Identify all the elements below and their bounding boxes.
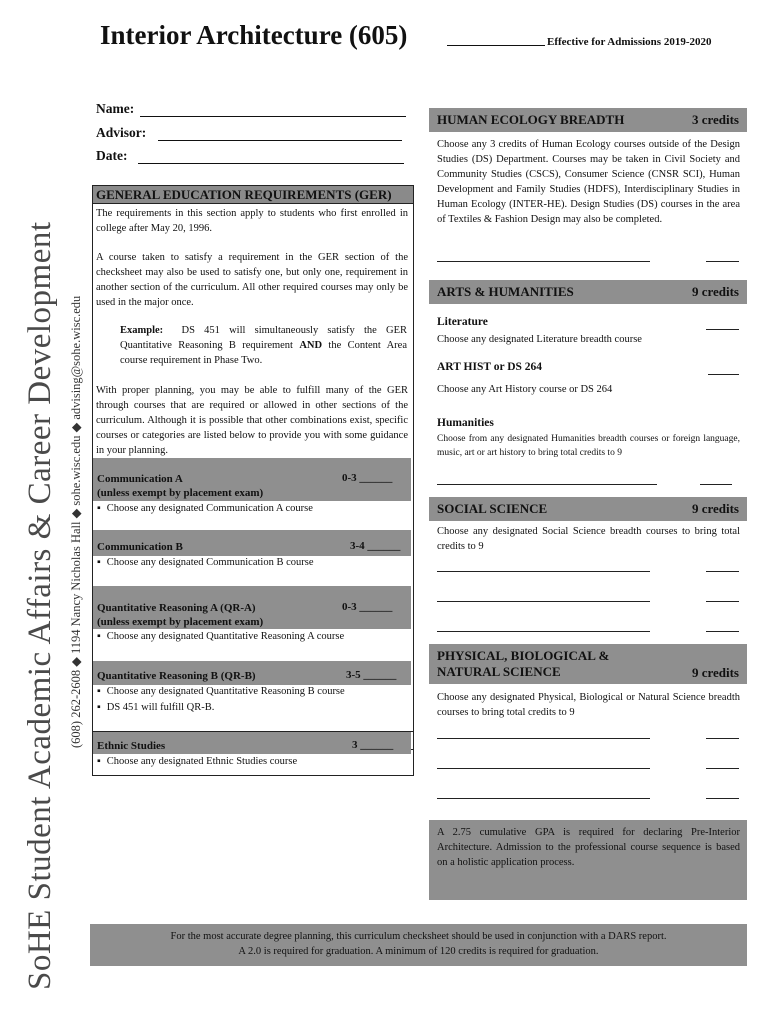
communication-b-title: Communication B [97, 541, 183, 553]
course-line[interactable] [437, 571, 650, 572]
list-item: ▪ Choose any designated Communication B course [97, 557, 314, 568]
course-line[interactable] [437, 631, 650, 632]
qr-a-title: Quantitative Reasoning A (QR-A) (unless exempt by placement exam) [97, 602, 264, 628]
list-item: ▪ Choose any designated Ethnic Studies course [97, 756, 297, 767]
communication-a-title: Communication A (unless exempt by placement exam) [97, 473, 264, 499]
credit-line[interactable] [706, 738, 739, 739]
qr-a-credits[interactable]: 0-3 ______ [342, 601, 393, 613]
physical-science-heading: PHYSICAL, BIOLOGICAL & NATURAL SCIENCE 9 credits [429, 644, 747, 684]
physical-science-text: Choose any designated Physical, Biological or Natural Science breadth courses to bring total credits to 9 [437, 692, 740, 718]
ethnic-studies-frame [92, 731, 414, 776]
credit-line[interactable] [706, 329, 739, 330]
ger-rule: A course taken to satisfy a requirement in the GER section of the checksheet may also be used to satisfy one, but only one, requirement in another section of the curriculum. All other required courses may only be used in the major once. [96, 252, 408, 308]
communication-b-credits[interactable]: 3-4 ______ [350, 540, 401, 552]
example-text-b: the Content Area course requirement in Phase Two. [120, 340, 407, 366]
list-item: ▪ Choose any designated Communication A course [97, 503, 313, 514]
arts-humanities-heading: ARTS & HUMANITIES 9 credits [429, 280, 747, 304]
list-item: ▪ Choose any designated Quantitative Reasoning A course [97, 631, 344, 642]
title-rule [447, 45, 545, 46]
course-line[interactable] [437, 768, 650, 769]
credit-line[interactable] [708, 374, 739, 375]
course-line[interactable] [437, 798, 650, 799]
advisor-field[interactable] [158, 140, 402, 141]
list-item: ▪ Choose any designated Quantitative Reasoning B course [97, 686, 345, 697]
credit-line[interactable] [706, 768, 739, 769]
credit-line[interactable] [706, 571, 739, 572]
footer-line-1: For the most accurate degree planning, this curriculum checksheet should be used in conjunction with a DARS report. [170, 931, 667, 942]
course-line[interactable] [437, 261, 650, 262]
name-field[interactable] [140, 116, 406, 117]
ger-planning: With proper planning, you may be able to fulfill many of the GER through courses that are required or allowed in other sections of the curriculum. Although it is possible that other combinations exist, specific courses or categories are listed below to provide you with some guidance in your planning. [96, 385, 408, 456]
footer-line-2: A 2.0 is required for graduation. A minimum of 120 credits is required for graduation. [238, 946, 599, 957]
course-line[interactable] [437, 601, 650, 602]
list-item: ▪ DS 451 will fulfill QR-B. [97, 702, 214, 713]
name-label: Name: [96, 101, 135, 116]
gpa-note-text: A 2.75 cumulative GPA is required for declaring Pre-Interior Architecture. Admission to the professional course sequence is based on a holistic application process. [437, 827, 740, 868]
credit-line[interactable] [706, 798, 739, 799]
sidebar-contact: (608) 262-2608 ◆ 1194 Nancy Nicholas Hall ◆ sohe.wisc.edu ◆ advising@sohe.wisc.edu [69, 295, 83, 748]
course-line[interactable] [437, 484, 657, 485]
advisor-label: Advisor: [96, 125, 147, 140]
example-and: AND [299, 340, 323, 351]
effective-date: Effective for Admissions 2019-2020 [547, 36, 712, 48]
social-science-text: Choose any designated Social Science breadth courses to bring total credits to 9 [437, 526, 740, 552]
example-label: Example: [120, 325, 164, 336]
humanities-text: Choose from any designated Humanities breadth courses or foreign language, music, art or art history to bring total credits to 9 [437, 434, 740, 458]
humanities-title: Humanities [437, 417, 494, 429]
ger-heading: GENERAL EDUCATION REQUIREMENTS (GER) [93, 186, 413, 204]
ethnic-studies-title: Ethnic Studies [97, 740, 166, 752]
sidebar-org-name: SoHE Student Academic Affairs & Career Development [22, 221, 58, 990]
human-ecology-text: Choose any 3 credits of Human Ecology courses outside of the Design Studies (DS) Department. Courses may be taken in Civil Society and Community Studies (CSCS), Consumer Science (CNSR SCI), Human Development and Family Studies (HDFS), Interdisciplinary Studies in Human Ecology (INTER-HE). Design Studies (DS) courses in the area of Textiles & Fashion Design may also be completed. [437, 139, 740, 225]
date-field[interactable] [138, 163, 404, 164]
arthist-title: ART HIST or DS 264 [437, 361, 543, 373]
social-science-heading: SOCIAL SCIENCE 9 credits [429, 497, 747, 521]
footer-note [90, 924, 747, 966]
communication-a-credits[interactable]: 0-3 ______ [342, 472, 393, 484]
gpa-note [429, 820, 747, 900]
credit-line[interactable] [706, 261, 739, 262]
credit-line[interactable] [706, 631, 739, 632]
qr-b-credits[interactable]: 3-5 ______ [346, 669, 397, 681]
credit-line[interactable] [700, 484, 732, 485]
ger-example [120, 323, 407, 368]
page-title: Interior Architecture (605) [100, 20, 408, 50]
literature-text: Choose any designated Literature breadth course [437, 334, 642, 345]
course-line[interactable] [437, 738, 650, 739]
date-label: Date: [96, 148, 128, 163]
qr-b-title: Quantitative Reasoning B (QR-B) [97, 670, 256, 682]
ger-intro: The requirements in this section apply to students who first enrolled in college after May 20, 1996. [96, 208, 408, 234]
arthist-text: Choose any Art History course or DS 264 [437, 384, 613, 395]
ethnic-studies-credits[interactable]: 3 ______ [352, 739, 394, 751]
human-ecology-heading: HUMAN ECOLOGY BREADTH 3 credits [429, 108, 747, 132]
credit-line[interactable] [706, 601, 739, 602]
example-text-a: DS 451 will simultaneously satisfy the GER Quantitative Reasoning B requirement [120, 325, 407, 351]
literature-title: Literature [437, 316, 488, 328]
